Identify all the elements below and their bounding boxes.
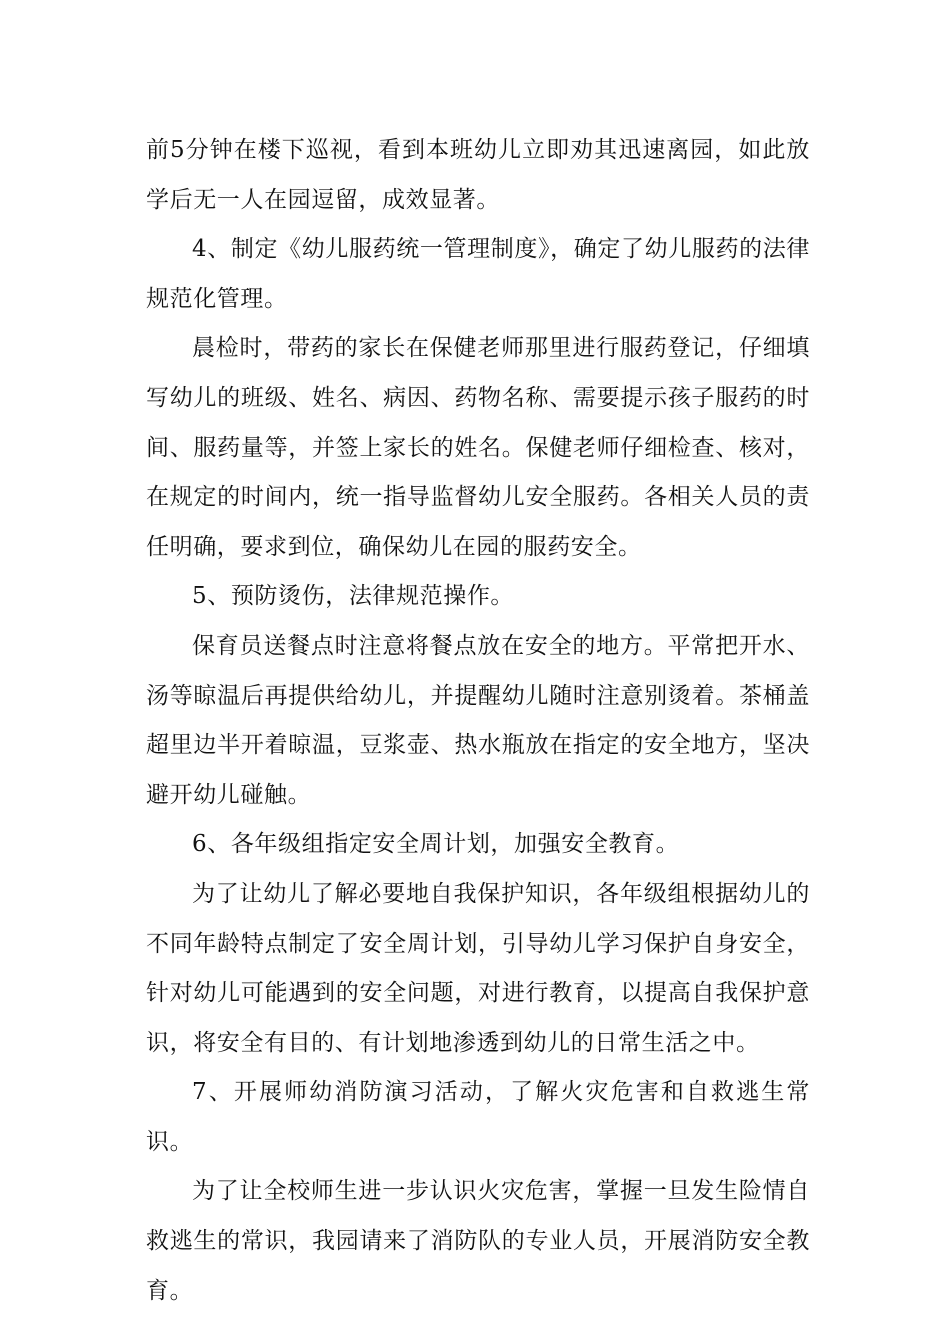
paragraph-medication: 晨检时，带药的家长在保健老师那里进行服药登记，仔细填写幼儿的班级、姓名、病因、药物名称、需要提示孩子服药的时间、服药量等，并签上家长的姓名。保健老师仔细检查、核对，在规定的时间内，统一指导监督幼儿安全服药。各相关人员的责任明确，要求到位，确保幼儿在园的服药安全。 [146, 335, 810, 560]
heading-item-6: 6、各年级组指定安全周计划，加强安全教育。 [192, 831, 680, 858]
paragraph-fire-drill: 为了让全校师生进一步认识火灾危害，掌握一旦发生险情自救逃生的常识，我园请来了消防队的专业人员，开展消防安全教育。 [146, 1178, 810, 1304]
heading-item-4: 4、制定《幼儿服药统一管理制度》，确定了幼儿服药的法律规范化管理。 [146, 236, 810, 312]
paragraph-safety-plan: 为了让幼儿了解必要地自我保护知识，各年级组根据幼儿的不同年龄特点制定了安全周计划，引导幼儿学习保护自身安全，针对幼儿可能遇到的安全问题，对进行教育，以提高自我保护意识，将安全有目的、有计划地渗透到幼儿的日常生活之中。 [146, 880, 810, 1056]
heading-item-7: 7、开展师幼消防演习活动，了解火灾危害和自救逃生常识。 [146, 1079, 810, 1155]
paragraph-continuation: 前5分钟在楼下巡视，看到本班幼儿立即劝其迅速离园，如此放学后无一人在园逗留，成效显著。 [146, 137, 810, 213]
heading-item-5: 5、预防烫伤，法律规范操作。 [192, 583, 515, 610]
document-body [146, 126, 810, 1316]
paragraph-burn-prevention: 保育员送餐点时注意将餐点放在安全的地方。平常把开水、汤等晾温后再提供给幼儿，并提醒幼儿随时注意别烫着。茶桶盖超里边半开着晾温，豆浆壶、热水瓶放在指定的安全地方，坚决避开幼儿碰触。 [146, 632, 810, 808]
